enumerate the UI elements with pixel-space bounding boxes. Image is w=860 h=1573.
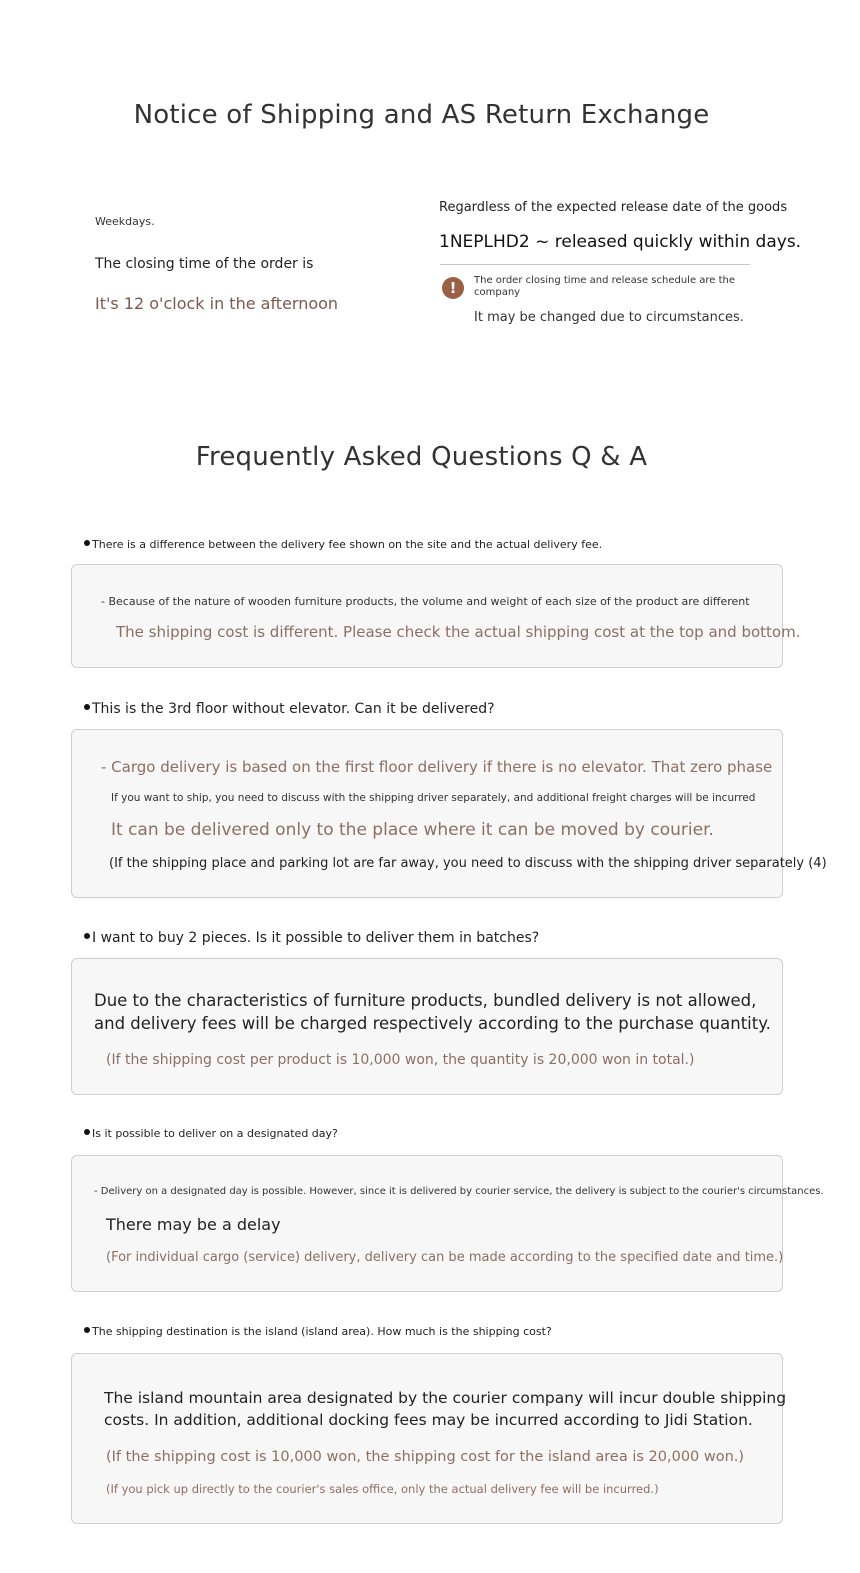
notice-divider bbox=[440, 264, 750, 265]
faq-title: Frequently Asked Questions Q & A bbox=[195, 442, 648, 472]
faq-question-5 bbox=[84, 1325, 552, 1338]
answer-line: (If the shipping cost is 10,000 won, the shipping cost for the island area is 20,000 won.) bbox=[106, 1449, 745, 1465]
faq-answer-box-1 bbox=[71, 564, 801, 668]
faq-question-3 bbox=[84, 930, 539, 946]
answer-line: (If the shipping place and parking lot are far away, you need to discuss with the shipping driver separately (4) bbox=[109, 856, 827, 871]
question-text: Is it possible to deliver on a designated day? bbox=[92, 1127, 338, 1140]
answer-line: and delivery fees will be charged respectively according to the purchase quantity. bbox=[94, 1014, 771, 1033]
answer-line: The island mountain area designated by the courier company will incur double shipping bbox=[104, 1389, 787, 1407]
faq-question-2 bbox=[84, 701, 495, 717]
question-text: There is a difference between the delivery fee shown on the site and the actual delivery fee. bbox=[92, 538, 603, 551]
answer-line: It can be delivered only to the place where it can be moved by courier. bbox=[111, 820, 714, 840]
answer-line: (For individual cargo (service) delivery, delivery can be made according to the specified date and time.) bbox=[106, 1250, 784, 1265]
answer-line: - Because of the nature of wooden furniture products, the volume and weight of each size of the product are different bbox=[101, 595, 750, 608]
closing-time-label: The closing time of the order is bbox=[95, 256, 314, 272]
weekdays-label: Weekdays. bbox=[95, 215, 155, 228]
question-text: I want to buy 2 pieces. Is it possible to deliver them in batches? bbox=[92, 930, 540, 946]
warning-line-2: company bbox=[474, 287, 521, 298]
answer-line: - Delivery on a designated day is possible. However, since it is delivered by courier service, the delivery is subject to the courier's circumstances. bbox=[94, 1186, 824, 1197]
bullet-icon bbox=[84, 1129, 90, 1135]
answer-line: The shipping cost is different. Please check the actual shipping cost at the top and bottom. bbox=[116, 623, 801, 641]
answer-line: There may be a delay bbox=[106, 1215, 281, 1234]
question-text: The shipping destination is the island (island area). How much is the shipping cost? bbox=[92, 1325, 552, 1338]
release-note: Regardless of the expected release date of the goods bbox=[439, 200, 788, 215]
release-schedule: 1NEPLHD2 ~ released quickly within days. bbox=[439, 232, 802, 252]
faq-answer-box-4 bbox=[71, 1155, 824, 1292]
warning-line-3: It may be changed due to circumstances. bbox=[474, 310, 744, 325]
answer-line: If you want to ship, you need to discuss with the shipping driver separately, and additional freight charges will be incurred bbox=[111, 792, 756, 804]
question-text: This is the 3rd floor without elevator. Can it be delivered? bbox=[92, 701, 495, 717]
answer-line: (If you pick up directly to the courier's sales office, only the actual delivery fee will be incurred.) bbox=[106, 1482, 659, 1496]
answer-line: Due to the characteristics of furniture products, bundled delivery is not allowed, bbox=[94, 991, 757, 1010]
bullet-icon bbox=[84, 540, 90, 546]
answer-line: costs. In addition, additional docking fees may be incurred according to Jidi Station. bbox=[104, 1411, 753, 1429]
faq-answer-box-3 bbox=[71, 958, 783, 1095]
faq-question-4 bbox=[84, 1127, 338, 1140]
notice-title: Notice of Shipping and AS Return Exchange bbox=[133, 100, 710, 130]
answer-line: - Cargo delivery is based on the first floor delivery if there is no elevator. That zero phase bbox=[101, 758, 773, 776]
warning-line-1: The order closing time and release schedule are the bbox=[474, 275, 736, 286]
warning-text bbox=[474, 275, 735, 299]
bullet-icon bbox=[84, 933, 90, 939]
faq-answer-box-5 bbox=[71, 1353, 787, 1524]
bullet-icon bbox=[84, 704, 90, 710]
faq-answer-box-2 bbox=[71, 729, 827, 898]
closing-time-value: It's 12 o'clock in the afternoon bbox=[95, 294, 339, 313]
answer-line: (If the shipping cost per product is 10,000 won, the quantity is 20,000 won in total.) bbox=[106, 1052, 695, 1068]
bullet-icon bbox=[84, 1327, 90, 1333]
exclamation-circle-icon: ! bbox=[442, 277, 464, 299]
faq-question-1 bbox=[84, 538, 602, 551]
